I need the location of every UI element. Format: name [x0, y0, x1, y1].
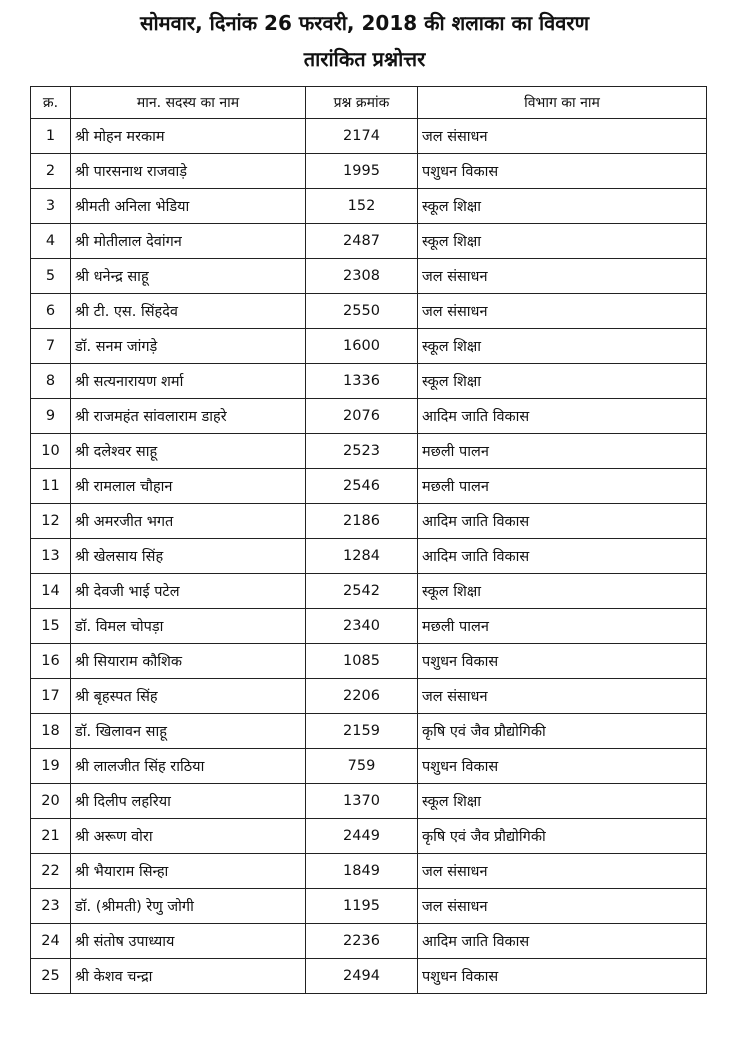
serial-cell: 24	[31, 924, 71, 959]
question-number-cell: 2159	[306, 714, 418, 749]
table-row	[31, 469, 707, 504]
serial-cell: 9	[31, 399, 71, 434]
question-number-cell: 2308	[306, 259, 418, 294]
question-number-cell: 1995	[306, 154, 418, 189]
serial-cell: 21	[31, 819, 71, 854]
member-name-cell: श्री टी. एस. सिंहदेव	[71, 294, 306, 329]
serial-cell: 16	[31, 644, 71, 679]
department-cell: जल संसाधन	[418, 889, 707, 924]
serial-cell: 2	[31, 154, 71, 189]
serial-cell: 10	[31, 434, 71, 469]
department-cell: कृषि एवं जैव प्रौद्योगिकी	[418, 819, 707, 854]
question-number-cell: 2523	[306, 434, 418, 469]
department-cell: आदिम जाति विकास	[418, 504, 707, 539]
question-number-cell: 2542	[306, 574, 418, 609]
table-row	[31, 154, 707, 189]
column-header-serial: क्र.	[31, 87, 71, 119]
column-header-member-name: मान. सदस्य का नाम	[71, 87, 306, 119]
question-number-cell: 2340	[306, 609, 418, 644]
serial-cell: 22	[31, 854, 71, 889]
column-header-question-number: प्रश्न क्रमांक	[306, 87, 418, 119]
table-header-row	[31, 87, 707, 119]
department-cell: जल संसाधन	[418, 294, 707, 329]
question-number-cell: 2487	[306, 224, 418, 259]
table-row	[31, 889, 707, 924]
member-name-cell: श्री दलेश्वर साहू	[71, 434, 306, 469]
serial-cell: 4	[31, 224, 71, 259]
member-name-cell: डॉ. (श्रीमती) रेणु जोगी	[71, 889, 306, 924]
serial-cell: 6	[31, 294, 71, 329]
question-number-cell: 152	[306, 189, 418, 224]
table-row	[31, 189, 707, 224]
serial-cell: 12	[31, 504, 71, 539]
table-row	[31, 714, 707, 749]
member-name-cell: श्री लालजीत सिंह राठिया	[71, 749, 306, 784]
member-name-cell: श्री अमरजीत भगत	[71, 504, 306, 539]
member-name-cell: डॉ. विमल चोपड़ा	[71, 609, 306, 644]
table-row	[31, 959, 707, 994]
question-number-cell: 1195	[306, 889, 418, 924]
serial-cell: 8	[31, 364, 71, 399]
page-subtitle: तारांकित प्रश्नोत्तर	[303, 47, 426, 71]
department-cell: आदिम जाति विकास	[418, 399, 707, 434]
table-row	[31, 574, 707, 609]
question-number-cell: 2186	[306, 504, 418, 539]
serial-cell: 20	[31, 784, 71, 819]
question-number-cell: 2206	[306, 679, 418, 714]
member-name-cell: श्री रामलाल चौहान	[71, 469, 306, 504]
member-name-cell: श्री मोतीलाल देवांगन	[71, 224, 306, 259]
serial-cell: 25	[31, 959, 71, 994]
table-row	[31, 294, 707, 329]
question-number-cell: 2449	[306, 819, 418, 854]
table-row	[31, 364, 707, 399]
department-cell: कृषि एवं जैव प्रौद्योगिकी	[418, 714, 707, 749]
serial-cell: 11	[31, 469, 71, 504]
table-row	[31, 924, 707, 959]
member-name-cell: श्री पारसनाथ राजवाड़े	[71, 154, 306, 189]
table-row	[31, 224, 707, 259]
table-row	[31, 434, 707, 469]
member-name-cell: श्री राजमहंत सांवलाराम डाहरे	[71, 399, 306, 434]
department-cell: पशुधन विकास	[418, 959, 707, 994]
member-name-cell: श्री मोहन मरकाम	[71, 119, 306, 154]
table-row	[31, 609, 707, 644]
department-cell: मछली पालन	[418, 469, 707, 504]
serial-cell: 19	[31, 749, 71, 784]
serial-cell: 23	[31, 889, 71, 924]
question-number-cell: 1336	[306, 364, 418, 399]
member-name-cell: श्री संतोष उपाध्याय	[71, 924, 306, 959]
table-row	[31, 329, 707, 364]
table-row	[31, 749, 707, 784]
serial-cell: 3	[31, 189, 71, 224]
member-name-cell: श्री अरूण वोरा	[71, 819, 306, 854]
department-cell: स्कूल शिक्षा	[418, 224, 707, 259]
question-number-cell: 1849	[306, 854, 418, 889]
member-name-cell: श्री भैयाराम सिन्हा	[71, 854, 306, 889]
table-row	[31, 504, 707, 539]
question-number-cell: 1284	[306, 539, 418, 574]
question-number-cell: 2550	[306, 294, 418, 329]
question-number-cell: 2494	[306, 959, 418, 994]
department-cell: जल संसाधन	[418, 119, 707, 154]
serial-cell: 1	[31, 119, 71, 154]
department-cell: मछली पालन	[418, 609, 707, 644]
column-header-department: विभाग का नाम	[418, 87, 707, 119]
table-row	[31, 399, 707, 434]
serial-cell: 18	[31, 714, 71, 749]
department-cell: पशुधन विकास	[418, 154, 707, 189]
department-cell: स्कूल शिक्षा	[418, 329, 707, 364]
department-cell: जल संसाधन	[418, 259, 707, 294]
serial-cell: 14	[31, 574, 71, 609]
department-cell: स्कूल शिक्षा	[418, 784, 707, 819]
member-name-cell: श्री सियाराम कौशिक	[71, 644, 306, 679]
question-number-cell: 1370	[306, 784, 418, 819]
member-name-cell: श्रीमती अनिला भेडिया	[71, 189, 306, 224]
member-name-cell: डॉ. खिलावन साहू	[71, 714, 306, 749]
serial-cell: 17	[31, 679, 71, 714]
question-number-cell: 2174	[306, 119, 418, 154]
member-name-cell: श्री दिलीप लहरिया	[71, 784, 306, 819]
serial-cell: 7	[31, 329, 71, 364]
member-name-cell: श्री केशव चन्द्रा	[71, 959, 306, 994]
member-name-cell: श्री बृहस्पत सिंह	[71, 679, 306, 714]
member-name-cell: डॉ. सनम जांगड़े	[71, 329, 306, 364]
department-cell: जल संसाधन	[418, 854, 707, 889]
question-number-cell: 2076	[306, 399, 418, 434]
question-number-cell: 2546	[306, 469, 418, 504]
table-row	[31, 259, 707, 294]
table-row	[31, 819, 707, 854]
table-row	[31, 119, 707, 154]
department-cell: आदिम जाति विकास	[418, 539, 707, 574]
department-cell: आदिम जाति विकास	[418, 924, 707, 959]
department-cell: स्कूल शिक्षा	[418, 574, 707, 609]
question-number-cell: 2236	[306, 924, 418, 959]
table-row	[31, 539, 707, 574]
member-name-cell: श्री धनेन्द्र साहू	[71, 259, 306, 294]
table-row	[31, 784, 707, 819]
department-cell: जल संसाधन	[418, 679, 707, 714]
member-name-cell: श्री सत्यनारायण शर्मा	[71, 364, 306, 399]
table-row	[31, 644, 707, 679]
table-body	[31, 119, 707, 994]
table-row	[31, 854, 707, 889]
serial-cell: 15	[31, 609, 71, 644]
questions-table	[30, 86, 707, 994]
member-name-cell: श्री देवजी भाई पटेल	[71, 574, 306, 609]
serial-cell: 13	[31, 539, 71, 574]
department-cell: पशुधन विकास	[418, 644, 707, 679]
department-cell: पशुधन विकास	[418, 749, 707, 784]
question-number-cell: 1085	[306, 644, 418, 679]
department-cell: स्कूल शिक्षा	[418, 189, 707, 224]
page-title: सोमवार, दिनांक 26 फरवरी, 2018 की शलाका का विवरण	[139, 11, 590, 35]
question-number-cell: 1600	[306, 329, 418, 364]
department-cell: स्कूल शिक्षा	[418, 364, 707, 399]
serial-cell: 5	[31, 259, 71, 294]
department-cell: मछली पालन	[418, 434, 707, 469]
member-name-cell: श्री खेलसाय सिंह	[71, 539, 306, 574]
question-number-cell: 759	[306, 749, 418, 784]
table-row	[31, 679, 707, 714]
